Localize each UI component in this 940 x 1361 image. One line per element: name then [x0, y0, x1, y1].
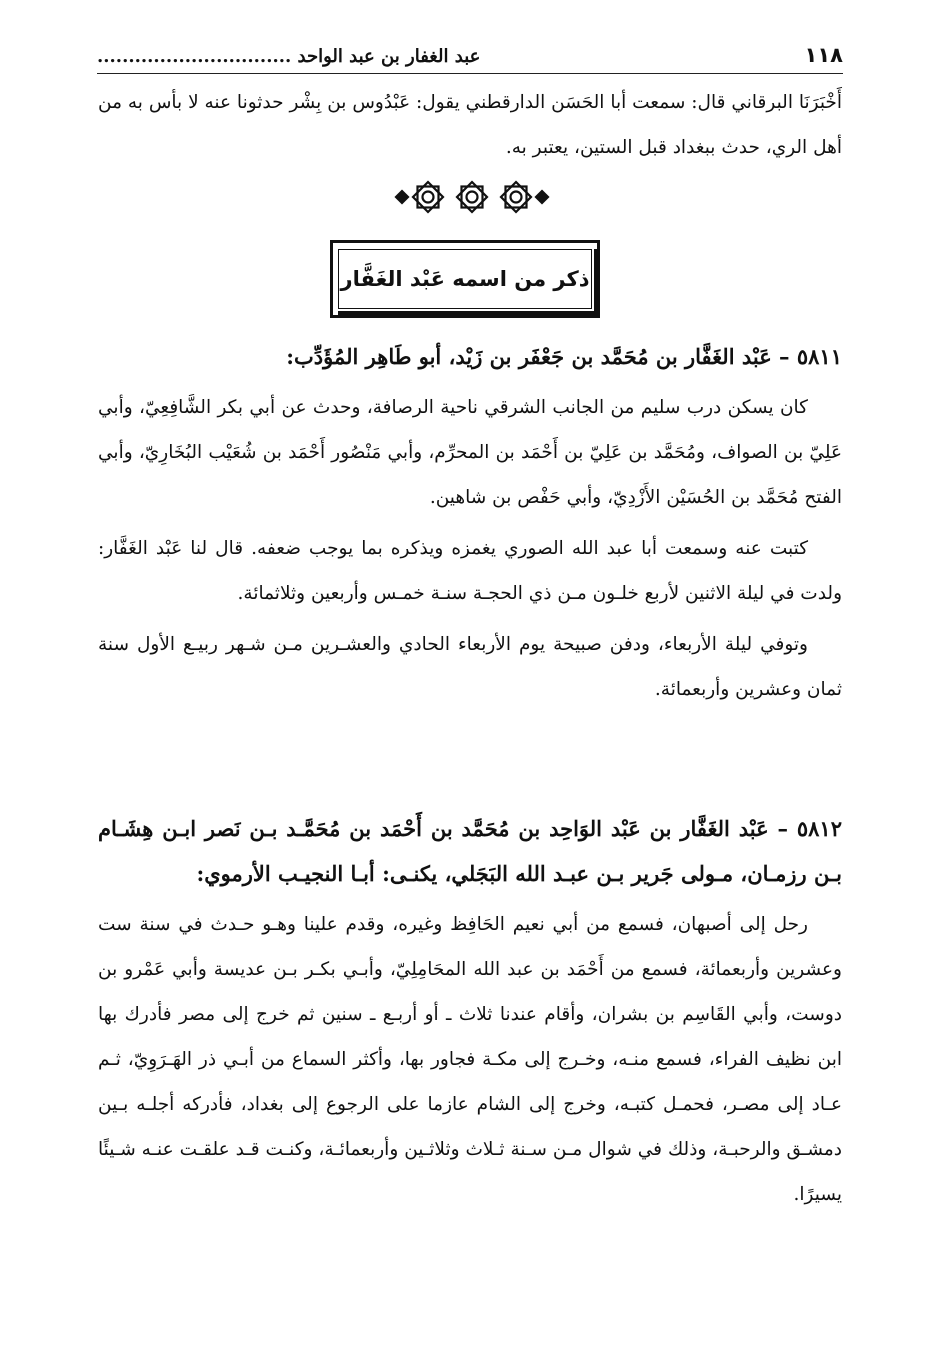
- intro-paragraph: أَخْبَرَنَا البرقاني قال: سمعت أبا الحَسَن الدارقطني يقول: عَبْدُوس بن بِشْر حدثونا عنه لا بأس به من أهل الري، حدث ببغداد قبل الستين، يعتبر به.: [98, 92, 842, 158]
- section-heading-box: [330, 240, 600, 318]
- running-title: عبد الغفار بن عبد الواحد ...............................: [97, 46, 481, 67]
- entry-paragraph: رحل إلى أصبهان، فسمع من أبي نعيم الحَافِظ وغيره، وقدم علينا وهـو حـدث في سنة ست وعشرين وأربعمائة، فسمع من أَحْمَد بن عبد الله المحَامِلِيّ، وأبـي بكـر بـن عديسة وأبي عَمْرو بن دوست، وأبي القَاسِم بن بشران، وأقام عندنا ثلاث ـ أو أربـع ـ سنين ثم خرج إلى مصر فأدرك بها ابن نظيف الفراء، فسمع منـه، وخـرج إلى مكـة فجاور بها، وأكثر السماع من أبـي ذر الهَـرَوِيّ، ثـم عـاد إلى مصـر، فحمـل كتبـه، وخرج إلى الشام عازما على الرجوع إلى بغداد، فأدركه أجلـه بـين دمشـق والرحبـة، وذلك في شوال مـن سـنة ثـلاث وثلاثـين وأربعمائـة، وكنـت قـد علقـت عنـه شـيئًا يسيرًا.: [98, 914, 842, 1205]
- entry-paragraph: كتبت عنه وسمعت أبا عبد الله الصوري يغمزه ويذكره بما يوجب ضعفه. قال لنا عَبْد الغَفَّار: ولدت في ليلة الاثنين لأربع خلـون مـن ذي الحجـة سنـة خمـس وأربعين وثلاثمائة.: [98, 538, 842, 604]
- entry-paragraph: وتوفي ليلة الأربعاء، ودفن صبيحة يوم الأربعاء الحادي والعشـرين مـن شـهر ربيـع الأول سنة ثمان وعشرين وأربعمائة.: [98, 634, 842, 700]
- decorative-ornament-icon: [392, 177, 552, 217]
- intro-block: [98, 80, 842, 170]
- page-number: ١١٨: [804, 43, 843, 67]
- entry-heading: ٥٨١١ – عَبْد الغَفَّار بن مُحَمَّد بن جَعْفَر بن زَيْد، أبو طَاهِر المُؤَدِّب:: [286, 344, 842, 369]
- heading-inner-frame: [338, 249, 592, 309]
- entry-paragraph: كان يسكن درب سليم من الجانب الشرقي ناحية الرصافة، وحدث عن أبي بكر الشَّافِعِيّ، وأبي عَلِيّ بن الصواف، ومُحَمَّد بن عَلِيّ بن أَحْمَد بن المحرِّم، وأبي مَنْصُور أَحْمَد بن شُعَيْب البُخَارِيّ، وأبي الفتح مُحَمَّد بن الحُسَيْن الأَزْدِيّ، وأبي حَفْص بن شاهين.: [98, 397, 842, 508]
- section-heading: ذكر من اسمه عَبْد الغَفَّار: [340, 267, 590, 291]
- entry-heading: ٥٨١٢ – عَبْد الغَفَّار بن عَبْد الوَاحِد بن مُحَمَّد بن أَحْمَد بن مُحَمَّـد بـن نَصر ابـن هِشَـام بـن رزمـان، مـولى جَرير بـن عبـد الله البَجَلي، يكنـى: أبـا النجيـب الأرموي:: [98, 816, 842, 886]
- entry-5812: [98, 806, 842, 1217]
- entry-5811: [98, 334, 842, 712]
- running-header: [97, 40, 843, 74]
